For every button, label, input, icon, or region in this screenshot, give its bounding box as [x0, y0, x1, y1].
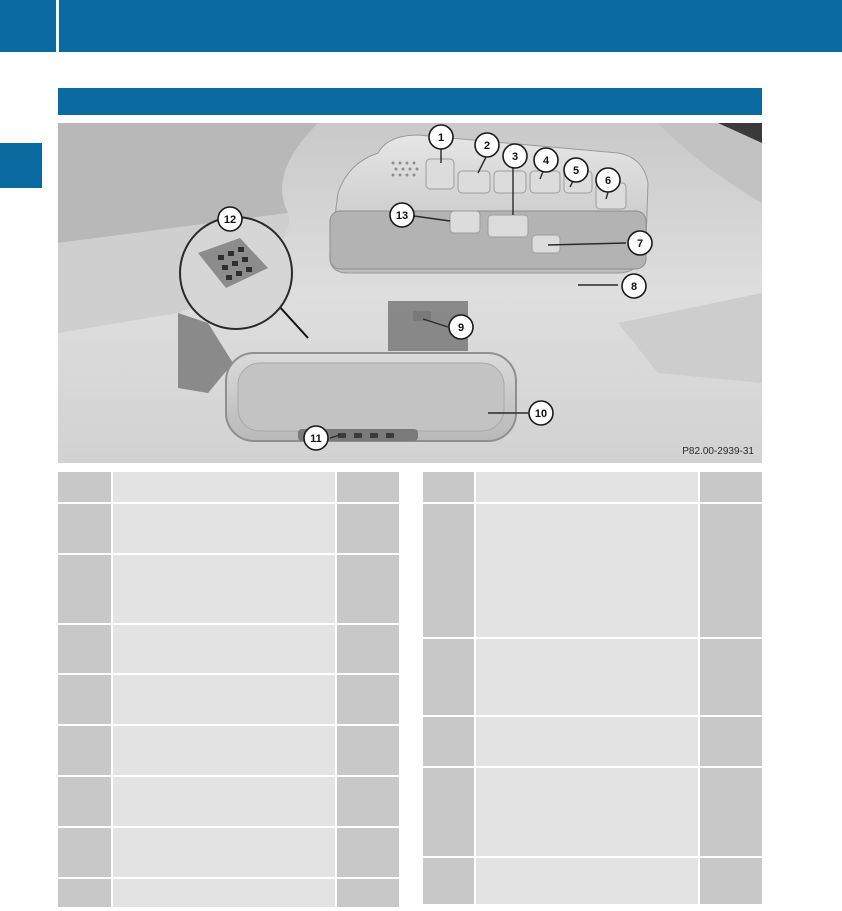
- table-row: [423, 857, 762, 905]
- row-description: [112, 725, 336, 776]
- table-row: [58, 624, 399, 674]
- row-page: [699, 472, 762, 503]
- row-page: [336, 776, 399, 827]
- figure-code: P82.00-2939-31: [682, 446, 754, 457]
- row-number: [423, 767, 475, 857]
- left-legend-table: [58, 472, 399, 909]
- row-page: [699, 767, 762, 857]
- table-row: [58, 674, 399, 725]
- row-page: [336, 725, 399, 776]
- row-number: [58, 827, 112, 878]
- row-number: [58, 624, 112, 674]
- row-description: [112, 674, 336, 725]
- row-description: [112, 827, 336, 878]
- callout-5: 5: [572, 165, 580, 177]
- table-row: [58, 472, 399, 503]
- row-description: [112, 503, 336, 554]
- section-title-bar: [58, 88, 762, 115]
- row-number: [58, 554, 112, 624]
- callout-13: 13: [395, 210, 409, 222]
- right-legend-table: [423, 472, 762, 906]
- row-description: [112, 776, 336, 827]
- row-number: [58, 725, 112, 776]
- row-description: [475, 638, 699, 716]
- table-row: [423, 638, 762, 716]
- callout-6: 6: [604, 175, 612, 187]
- callout-10: 10: [534, 408, 548, 420]
- callout-8: 8: [630, 281, 638, 293]
- table-row: [423, 472, 762, 503]
- row-page: [699, 857, 762, 905]
- callout-2: 2: [483, 140, 491, 152]
- row-page: [699, 503, 762, 638]
- row-description: [475, 767, 699, 857]
- row-page: [336, 624, 399, 674]
- callout-12: 12: [223, 214, 237, 226]
- table-row: [58, 776, 399, 827]
- row-description: [475, 716, 699, 767]
- header-divider: [56, 0, 59, 52]
- row-description: [112, 472, 336, 503]
- row-description: [112, 554, 336, 624]
- row-number: [58, 472, 112, 503]
- row-page: [336, 878, 399, 908]
- table-row: [58, 827, 399, 878]
- header-bar: [0, 0, 842, 52]
- row-number: [58, 776, 112, 827]
- row-number: [423, 503, 475, 638]
- row-page: [699, 716, 762, 767]
- callout-1: 1: [437, 132, 445, 144]
- row-page: [336, 674, 399, 725]
- row-description: [112, 624, 336, 674]
- table-row: [423, 503, 762, 638]
- table-row: [58, 554, 399, 624]
- callout-9: 9: [457, 322, 465, 334]
- row-description: [475, 857, 699, 905]
- overhead-control-panel-illustration: [58, 123, 762, 463]
- table-row: [423, 716, 762, 767]
- callout-3: 3: [511, 151, 519, 163]
- row-description: [112, 878, 336, 908]
- row-number: [423, 472, 475, 503]
- row-number: [423, 638, 475, 716]
- row-number: [423, 857, 475, 905]
- table-row: [58, 878, 399, 908]
- table-row: [58, 503, 399, 554]
- callout-11: 11: [310, 433, 322, 445]
- row-page: [699, 638, 762, 716]
- row-page: [336, 472, 399, 503]
- row-number: [58, 878, 112, 908]
- callout-7: 7: [636, 238, 644, 250]
- row-description: [475, 472, 699, 503]
- chapter-tab: [0, 143, 42, 188]
- table-row: [423, 767, 762, 857]
- table-row: [58, 725, 399, 776]
- row-number: [423, 716, 475, 767]
- row-number: [58, 674, 112, 725]
- row-page: [336, 554, 399, 624]
- row-description: [475, 503, 699, 638]
- row-page: [336, 503, 399, 554]
- row-page: [336, 827, 399, 878]
- callout-4: 4: [542, 155, 550, 167]
- row-number: [58, 503, 112, 554]
